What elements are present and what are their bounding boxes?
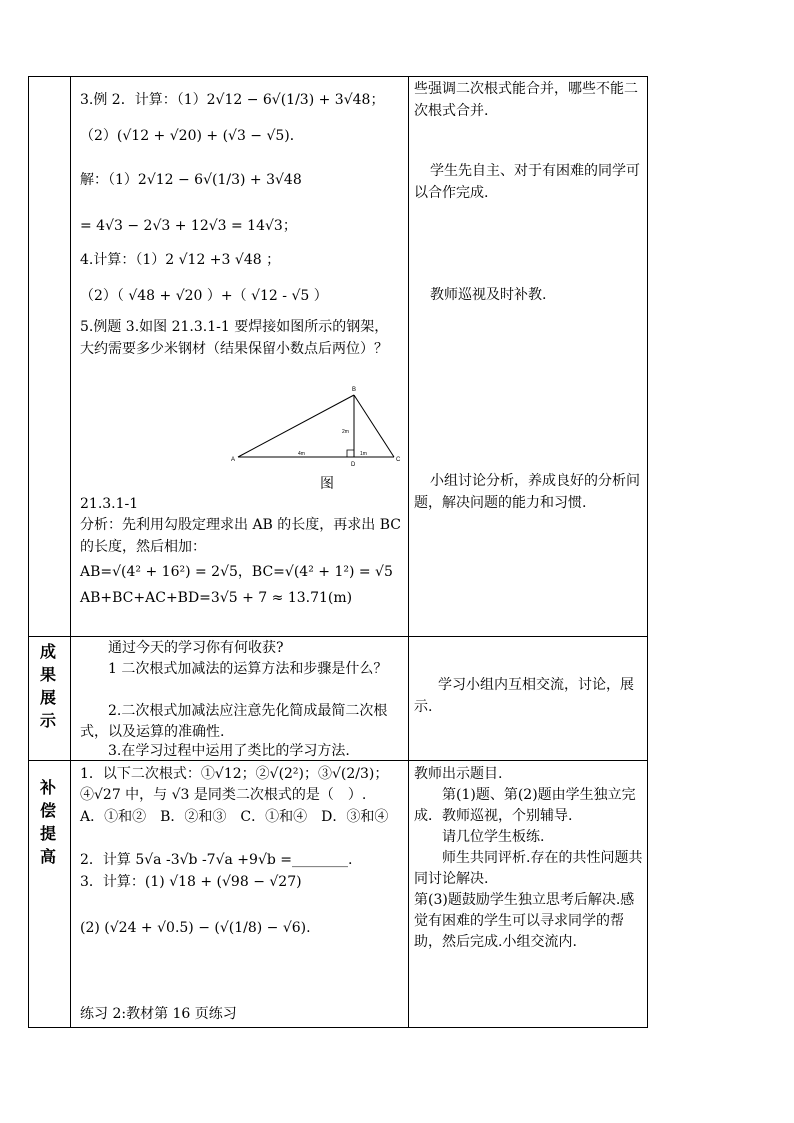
exercise4-part1: 4.计算：（1）2 √12 +3 √48 ； (80, 252, 281, 268)
example3-analysis: 分析：先利用勾股定理求出 AB 的长度，再求出 BC 的长度，然后相加： (80, 517, 402, 555)
exercise-3-part2: (2) (√24 + √0.5) − (√(1/8) − √6). (80, 920, 311, 936)
table-divider-main (408, 76, 409, 1028)
summary-question: 通过今天的学习你有何收获? (108, 640, 284, 656)
exercise-1-options: A．①和② B．②和③ C．①和④ D．③和④ (80, 809, 389, 825)
point-a-label: A (231, 457, 236, 463)
summary-point-3: 3.在学习过程中运用了类比的学习方法. (108, 743, 350, 759)
example3-equation-1: AB=√(4² + 16²) = 2√5，BC=√(4² + 1²) = √5 (80, 564, 393, 580)
exercise-2: 2．计算 5√a -3√b -7√a +9√b =________. (80, 852, 353, 868)
lesson-table (28, 76, 648, 1028)
table-divider-label (70, 76, 71, 1028)
example3-problem: 5.例题 3.如图 21.3.1-1 要焊接如图所示的钢架，大约需要多少米钢材（结果保留小数点后两位）？ (80, 319, 389, 357)
summary-point-2: 2.二次根式加减法应注意先化简成最简二次根式，以及运算的准确性. (80, 703, 388, 740)
remedial-note-1: 教师出示题目. (414, 766, 503, 782)
point-b-label: B (352, 387, 357, 393)
table-border-right (647, 76, 648, 1028)
example3-equation-2: AB+BC+AC+BD=3√5 + 7 ≈ 13.71(m) (80, 590, 353, 606)
remedial-note-3: 请几位学生板练. (442, 829, 545, 845)
table-border-bottom (28, 1027, 648, 1028)
point-d-label: D (351, 462, 356, 467)
figure-number: 21.3.1-1 (80, 496, 139, 512)
practice-2: 练习 2:教材第 16 页练习 (80, 1006, 237, 1022)
remedial-note-4: 师生共同评析.存在的共性问题共同讨论解决. (414, 850, 643, 887)
point-c-label: C (396, 457, 401, 463)
exercise4-part2: （2）（ √48 + √20 ）+（ √12 - √5 ） (80, 288, 328, 304)
length-ad-label: 4m (298, 451, 305, 457)
table-border-left (28, 76, 29, 1028)
exercise-1: 1．以下二次根式：①√12；②√(2²)；③√(2/3)；④√27 中，与 √3 是同类二次根式的是（ ）. (80, 766, 389, 803)
teacher-note-1: 些强调二次根式能合并，哪些不能二次根式合并. (414, 81, 638, 119)
example2-problem: 3.例 2．计算：（1）2√12 − 6√(1/3) + 3√48； (80, 92, 385, 108)
teacher-note-3: 教师巡视及时补教. (430, 287, 547, 303)
teacher-note-4: 小组讨论分析，养成良好的分析问题，解决问题的能力和习惯. (414, 473, 640, 511)
row-divider-2 (28, 760, 648, 761)
row-divider-1 (28, 636, 648, 637)
example2-problem-part2: （2）(√12 + √20) + (√3 − √5)． (80, 128, 304, 144)
section-label-results: 成 果 展 示 (39, 642, 56, 730)
exercise-3-part1: 3．计算：(1) √18 + (√98 − √27) (80, 874, 302, 890)
teacher-note-2: 学生先自主、对于有困难的同学可以合作完成. (414, 163, 640, 201)
example2-solution-line1: 解：（1）2√12 − 6√(1/3) + 3√48 (80, 172, 302, 188)
length-bd-label: 2m (342, 429, 349, 435)
figure-caption: 图 (320, 476, 334, 492)
summary-point-1: 1 二次根式加减法的运算方法和步骤是什么？ (108, 661, 388, 677)
section-label-remedial: 补 偿 提 高 (39, 778, 56, 866)
example2-solution-line2: = 4√3 − 2√3 + 12√3 = 14√3； (80, 218, 297, 234)
steel-frame-figure (228, 381, 408, 467)
table-border-top (28, 76, 648, 77)
remedial-note-5: 第(3)题鼓励学生独立思考后解决.感觉有困难的学生可以寻求同学的帮助，然后完成.小组交流内. (414, 892, 635, 950)
remedial-note-2: 第(1)题、第(2)题由学生独立完成．教师巡视，个别辅导. (414, 787, 636, 824)
group-exchange-note: 学习小组内互相交流，讨论，展示. (414, 677, 634, 715)
length-dc-label: 1m (360, 451, 367, 457)
